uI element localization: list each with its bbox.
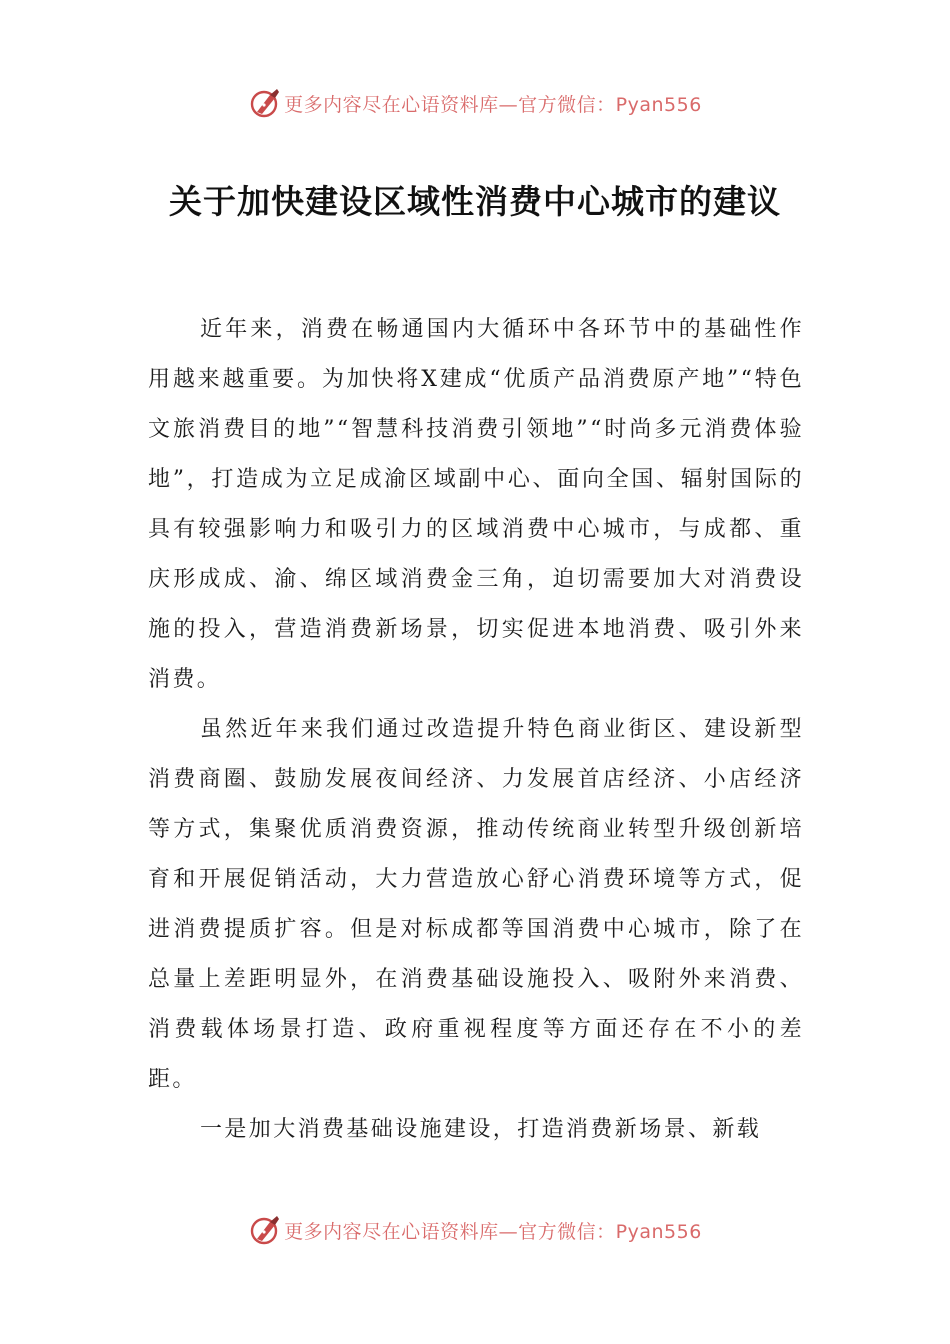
body-paragraph-3: 一是加大消费基础设施建设，打造消费新场景、新载 [200,1117,762,1142]
document-body [148,305,804,1155]
body-paragraph-1: 近年来，消费在畅通国内大循环中各环节中的基础性作用越来越重要。为加快将X建成“优质产品消费原产地”“特色文旅消费目的地”“智慧科技消费引领地”“时尚多元消费体验地”，打造成为立足成渝区域副中心、面向全国、辐射国际的具有较强影响力和吸引力的区域消费中心城市，与成都、重庆形成成、渝、绵区域消费金三角，迫切需要加大对消费设施的投入，营造消费新场景，切实促进本地消费、吸引外来消费。 [148,317,804,692]
footer-wechat-id: Pyan556 [615,1220,702,1243]
header-wechat-id: Pyan556 [615,93,702,116]
header-banner [0,83,950,123]
document-title: 关于加快建设区域性消费中心城市的建议 [169,182,781,221]
footer-banner [0,1210,950,1250]
footer-banner-text: 更多内容尽在心语资料库—官方微信：Pyan556 [284,1220,702,1243]
body-paragraph-2: 虽然近年来我们通过改造提升特色商业街区、建设新型消费商圈、鼓励发展夜间经济、力发展首店经济、小店经济等方式，集聚优质消费资源，推动传统商业转型升级创新培育和开展促销活动，大力营造放心舒心消费环境等方式，促进消费提质扩容。但是对标成都等国消费中心城市，除了在总量上差距明显外，在消费基础设施投入、吸附外来消费、消费载体场景打造、政府重视程度等方面还存在不小的差距。 [148,717,804,1092]
pen-nib-logo-icon [248,86,282,120]
pen-nib-logo-icon [248,1213,282,1247]
header-banner-text: 更多内容尽在心语资料库—官方微信：Pyan556 [284,93,702,116]
